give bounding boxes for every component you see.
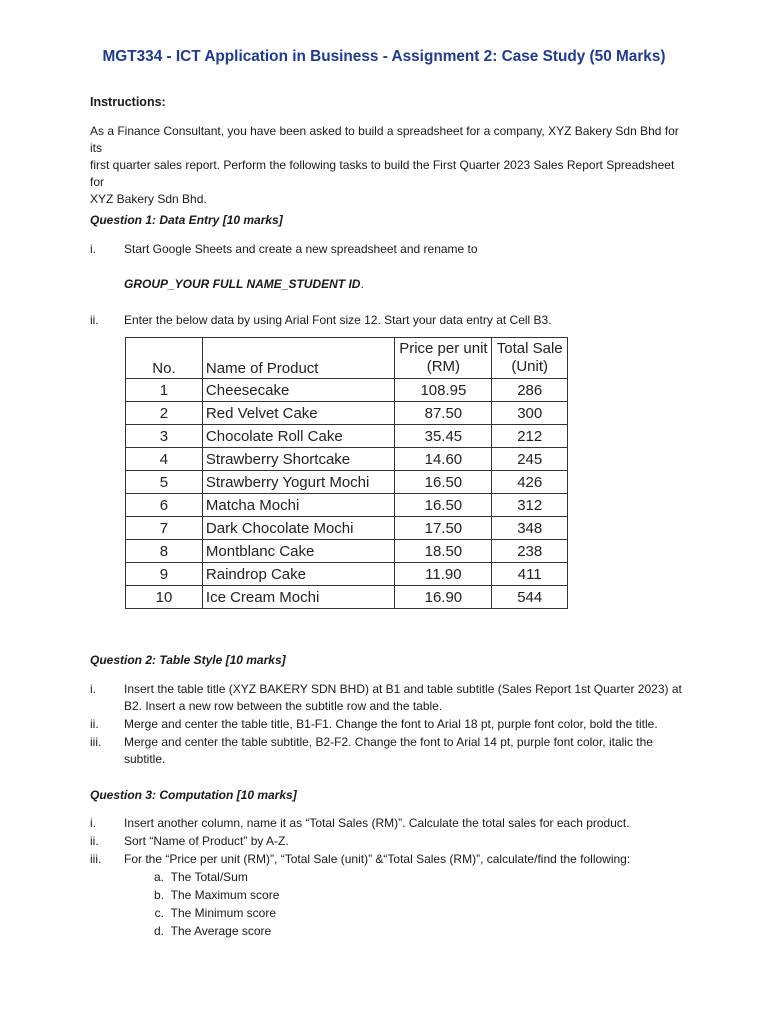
cell-no: 8 <box>126 540 203 563</box>
table-row <box>126 540 568 563</box>
cell-total: 411 <box>492 563 568 586</box>
header-no: No. <box>126 338 203 379</box>
cell-no: 1 <box>126 379 203 402</box>
cell-total: 245 <box>492 448 568 471</box>
cell-total: 212 <box>492 425 568 448</box>
sub-text: The Minimum score <box>170 906 277 920</box>
q2-item-i-line: Insert the table title (XYZ BAKERY SDN BHD) at B1 and table subtitle (Sales Report 1st Quarter 2023) at <box>124 682 682 696</box>
item-number: iii. <box>90 735 102 749</box>
header-price-line2: (RM) <box>426 358 461 375</box>
table-row <box>126 494 568 517</box>
q3-item-i-text: Insert another column, name it as “Total Sales (RM)”. Calculate the total sales for each product. <box>124 816 630 830</box>
item-number: i. <box>90 816 96 830</box>
cell-total: 300 <box>492 402 568 425</box>
table-row <box>126 425 568 448</box>
cell-total: 426 <box>492 471 568 494</box>
item-number: iii. <box>90 852 102 866</box>
instructions-label: Instructions: <box>90 95 166 109</box>
table-row <box>126 448 568 471</box>
cell-price: 16.90 <box>395 586 492 609</box>
product-data-table <box>125 337 568 609</box>
q1-item-ii-text: Enter the below data by using Arial Font size 12. Start your data entry at Cell B3. <box>124 313 552 327</box>
table-row <box>126 402 568 425</box>
list-item <box>124 886 279 904</box>
instructions-line: XYZ Bakery Sdn Bhd. <box>90 192 207 206</box>
cell-name: Ice Cream Mochi <box>202 586 394 609</box>
cell-price: 108.95 <box>395 379 492 402</box>
header-name: Name of Product <box>202 338 394 379</box>
cell-price: 16.50 <box>395 494 492 517</box>
cell-price: 18.50 <box>395 540 492 563</box>
sub-text: The Maximum score <box>170 888 280 902</box>
cell-total: 348 <box>492 517 568 540</box>
cell-price: 35.45 <box>395 425 492 448</box>
cell-no: 9 <box>126 563 203 586</box>
table-header-row <box>126 338 568 379</box>
cell-total: 238 <box>492 540 568 563</box>
cell-price: 17.50 <box>395 517 492 540</box>
instructions-line: As a Finance Consultant, you have been asked to build a spreadsheet for a company, XYZ Bakery Sdn Bhd for its <box>90 124 679 155</box>
cell-name: Chocolate Roll Cake <box>202 425 394 448</box>
q2-item-i-line: B2. Insert a new row between the subtitle row and the table. <box>124 699 443 713</box>
question-2-heading: Question 2: Table Style [10 marks] <box>90 653 286 667</box>
cell-total: 544 <box>492 586 568 609</box>
cell-no: 2 <box>126 402 203 425</box>
q1-item-i-text: Start Google Sheets and create a new spreadsheet and rename to <box>124 242 478 256</box>
sub-letter: c. <box>154 906 164 920</box>
cell-no: 3 <box>126 425 203 448</box>
q2-item-iii-text <box>124 734 694 768</box>
cell-name: Strawberry Yogurt Mochi <box>202 471 394 494</box>
cell-no: 5 <box>126 471 203 494</box>
item-number: ii. <box>90 834 99 848</box>
list-item <box>124 868 248 886</box>
item-number: i. <box>90 682 96 696</box>
sub-letter: d. <box>153 924 164 938</box>
item-number: i. <box>90 242 96 256</box>
table-row <box>126 517 568 540</box>
cell-name: Dark Chocolate Mochi <box>202 517 394 540</box>
header-total-line1: Total Sale <box>496 340 563 357</box>
sub-letter: a. <box>153 870 164 884</box>
cell-no: 6 <box>126 494 203 517</box>
table-row <box>126 586 568 609</box>
header-price-line1: Price per unit <box>399 340 488 357</box>
q3-item-ii-text: Sort “Name of Product” by A-Z. <box>124 834 289 848</box>
cell-name: Strawberry Shortcake <box>202 448 394 471</box>
cell-name: Red Velvet Cake <box>202 402 394 425</box>
table-row <box>126 471 568 494</box>
instructions-paragraph <box>90 123 690 208</box>
table-row <box>126 563 568 586</box>
cell-total: 312 <box>492 494 568 517</box>
item-number: ii. <box>90 313 99 327</box>
question-1-heading: Question 1: Data Entry [10 marks] <box>90 213 283 227</box>
header-price <box>395 338 492 379</box>
cell-name: Raindrop Cake <box>202 563 394 586</box>
filename-suffix: . <box>360 277 364 291</box>
table-row <box>126 379 568 402</box>
cell-name: Matcha Mochi <box>202 494 394 517</box>
instructions-line: first quarter sales report. Perform the following tasks to build the First Quarter 2023 Sales Report Spreadsheet for <box>90 158 675 189</box>
q2-item-ii-text: Merge and center the table title, B1-F1. Change the font to Arial 18 pt, purple font color, bold the title. <box>124 717 658 731</box>
q2-item-iii-line: subtitle. <box>124 752 166 766</box>
header-total <box>492 338 568 379</box>
q2-item-i-text <box>124 681 694 715</box>
item-number: ii. <box>90 717 99 731</box>
assignment-title: MGT334 - ICT Application in Business - Assignment 2: Case Study (50 Marks) <box>102 48 666 65</box>
filename-text: GROUP_YOUR FULL NAME_STUDENT ID <box>124 277 361 291</box>
cell-price: 16.50 <box>395 471 492 494</box>
cell-price: 87.50 <box>395 402 492 425</box>
q2-item-iii-line: Merge and center the table subtitle, B2-F2. Change the font to Arial 14 pt, purple font color, italic the <box>124 735 653 749</box>
list-item <box>124 922 271 940</box>
sub-text: The Average score <box>170 924 272 938</box>
sub-letter: b. <box>153 888 164 902</box>
sub-text: The Total/Sum <box>170 870 248 884</box>
header-total-line2: (Unit) <box>511 358 549 375</box>
cell-total: 286 <box>492 379 568 402</box>
cell-price: 11.90 <box>395 563 492 586</box>
cell-price: 14.60 <box>395 448 492 471</box>
cell-no: 4 <box>126 448 203 471</box>
cell-no: 7 <box>126 517 203 540</box>
cell-no: 10 <box>126 586 203 609</box>
q3-item-iii-text: For the “Price per unit (RM)”, “Total Sale (unit)” &“Total Sales (RM)”, calculate/find the following: <box>124 852 631 866</box>
list-item <box>124 904 276 922</box>
question-3-heading: Question 3: Computation [10 marks] <box>90 788 297 802</box>
cell-name: Cheesecake <box>202 379 394 402</box>
cell-name: Montblanc Cake <box>202 540 394 563</box>
q1-filename-line <box>124 276 694 293</box>
